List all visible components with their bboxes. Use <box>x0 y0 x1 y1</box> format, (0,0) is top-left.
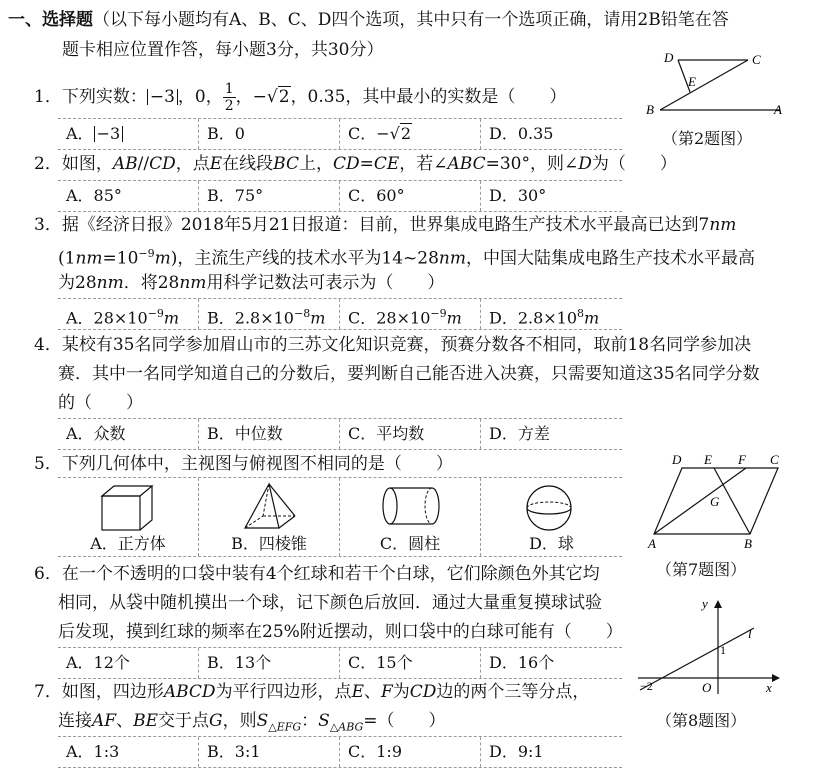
fig8-label-l: l <box>748 626 752 641</box>
q1-number: 1． <box>34 87 62 107</box>
fig8-y-arrow <box>714 600 722 608</box>
q5-option-d[interactable] <box>481 478 622 556</box>
q7-b2: 、 <box>116 711 134 731</box>
q6-number: 6． <box>34 564 62 584</box>
question-7-line-1 <box>34 680 589 704</box>
q7-b7: S <box>256 711 269 731</box>
q7-b5: G <box>208 711 223 731</box>
q2-t2: // <box>137 154 150 174</box>
figure-8-diagram <box>636 594 782 698</box>
q2-option-b[interactable]: B．75° <box>199 181 340 211</box>
q3-oa-m: m <box>163 308 180 328</box>
q7-a8: 边的两个三等分点， <box>436 682 590 702</box>
cube-icon <box>98 482 158 534</box>
q7-b6: ，则 <box>222 711 257 731</box>
q1-option-c-sqrt-sign: √ <box>389 124 400 143</box>
q7-b3: BE <box>133 711 158 731</box>
q3-unit-5: nm <box>179 273 207 293</box>
q1-option-c-label: C．− <box>348 124 390 143</box>
q3-l3c: 用科学记数法可表示为（ ） <box>206 273 445 293</box>
q2-t3: CD <box>149 154 176 174</box>
q3-oc-exp: −9 <box>430 307 447 320</box>
q6-option-d[interactable]: D．16个 <box>489 653 555 672</box>
fig8-label-1: 1 <box>720 643 726 657</box>
q1-option-c[interactable] <box>340 119 481 149</box>
q2-t16: 为（ ） <box>591 154 677 174</box>
section-header <box>8 8 729 32</box>
fig2-label-a: A <box>774 102 782 117</box>
q3-l2d: ，中国大陆集成电路生产技术水平最高 <box>465 248 755 269</box>
q6-option-a[interactable]: A．12个 <box>58 648 199 678</box>
q7-option-d[interactable]: D．9:1 <box>489 742 544 761</box>
q2-number: 2． <box>34 154 62 174</box>
sphere-icon <box>521 482 581 534</box>
q7-b9: ： <box>301 711 319 731</box>
q2-t4: ，点 <box>175 154 210 174</box>
fig2-label-d: D <box>664 50 674 65</box>
q7-a5: F <box>380 682 393 702</box>
q3-option-d[interactable] <box>481 299 622 329</box>
figure-8-caption: （第8题图） <box>656 711 747 730</box>
figure-7-diagram <box>640 452 790 552</box>
q7-b8: △EFG <box>268 720 302 734</box>
q7-a2: 为平行四边形，点 <box>215 682 352 702</box>
q2-t15: D <box>578 154 592 174</box>
figure-2-diagram <box>640 48 790 124</box>
q2-options <box>58 180 622 212</box>
q3-number: 3． <box>34 215 62 235</box>
q1-prefix: 下列实数： <box>61 87 147 107</box>
q3-option-c[interactable] <box>340 299 481 329</box>
question-3-line-3 <box>58 271 444 295</box>
q1-sqrt: 2 <box>278 87 290 107</box>
q2-t9: CD <box>332 154 360 174</box>
q7-option-a[interactable]: A．1:3 <box>58 737 199 767</box>
q5-options <box>58 477 622 557</box>
q3-options <box>58 298 622 330</box>
q3-ob-m: m <box>310 308 326 328</box>
q2-t0: 如图， <box>61 154 113 174</box>
question-7-line-2 <box>58 709 446 739</box>
q1-sep2: ，− <box>235 87 267 107</box>
q1-fraction <box>223 81 236 114</box>
fig8-x-arrow <box>772 674 780 682</box>
q2-t6: 在线段 <box>222 154 274 174</box>
q3-option-a[interactable] <box>58 299 199 329</box>
q3-oc-m: m <box>446 308 462 328</box>
q3-line1: 据《经济日报》2018年5月21日报道：目前，世界集成电路生产技术水平最高已达到7 <box>61 215 710 235</box>
q5-option-b-label: B．四棱锥 <box>231 534 307 553</box>
q4-number: 4． <box>34 335 62 355</box>
q6-option-b[interactable]: B．13个 <box>199 648 340 678</box>
q3-od-m: m <box>584 308 600 328</box>
q2-option-a[interactable]: A．85° <box>58 181 199 211</box>
fig7-label-e: E <box>704 452 712 467</box>
q3-od-exp: 8 <box>577 307 585 320</box>
fig8-label-o: O <box>702 680 712 695</box>
q5-option-a[interactable] <box>58 478 199 556</box>
q2-t13: ABC <box>447 154 486 174</box>
q7-b10: S <box>318 711 330 731</box>
question-6-line-2: 相同，从袋中随机摸出一个球，记下颜色后放回．通过大量重复摸球试验 <box>58 593 602 613</box>
cylinder-icon <box>380 482 446 534</box>
q5-number: 5． <box>34 454 62 474</box>
q7-a1: ABCD <box>163 682 216 702</box>
q6-line1: 在一个不透明的口袋中装有4个红球和若干个白球，它们除颜色外其它均 <box>61 564 600 584</box>
q7-a0: 如图，四边形 <box>61 682 164 702</box>
q1-option-b[interactable]: B．0 <box>199 119 340 149</box>
fig8-label-y: y <box>702 596 708 611</box>
q1-option-a[interactable] <box>58 119 199 149</box>
q7-a3: E <box>351 682 364 702</box>
q3-l3a: 为28 <box>58 273 97 293</box>
q1-frac-num: 1 <box>224 81 234 97</box>
q3-unit-2: nm <box>75 248 103 269</box>
q7-b4: 交于点 <box>157 711 209 731</box>
q3-unit-4: nm <box>96 273 124 293</box>
q7-b11: △ABG <box>329 720 364 734</box>
question-6-line-3: 后发现，摸到红球的频率在25%附近摆动，则口袋中的白球可能有（ ） <box>58 622 623 642</box>
q7-b0: 连接 <box>58 711 92 731</box>
q7-option-b[interactable]: B．3:1 <box>199 737 340 767</box>
q3-l2c: )，主流生产线的技术水平为14~28 <box>170 248 439 269</box>
question-3-line-2 <box>58 242 755 271</box>
q7-a7: CD <box>409 682 437 702</box>
q4-option-c[interactable]: C．平均数 <box>340 419 481 449</box>
fig7-label-b: B <box>744 536 752 551</box>
q7-b1: AF <box>92 711 117 731</box>
q3-unit-3: nm <box>438 248 466 269</box>
q5-option-c[interactable] <box>340 478 481 556</box>
fig8-label-x: x <box>766 680 772 695</box>
q2-t11: CE <box>373 154 400 174</box>
section-instruction-2: 题卡相应位置作答，每小题3分，共30分） <box>62 40 384 60</box>
q4-option-a[interactable]: A．众数 <box>58 419 199 449</box>
q3-oc: C．28×10 <box>348 308 431 328</box>
q4-option-d[interactable]: D．方差 <box>489 424 550 443</box>
q3-l2-exp: −9 <box>138 247 155 260</box>
fig7-label-g: G <box>710 494 720 509</box>
q3-option-b[interactable] <box>199 299 340 329</box>
q2-t10: = <box>359 154 374 174</box>
fig8-line-l <box>640 628 754 690</box>
q4-option-b[interactable]: B．中位数 <box>199 419 340 449</box>
q2-option-c[interactable]: C．60° <box>340 181 481 211</box>
fig2-label-c: C <box>752 52 761 67</box>
q1-option-a-label: A． <box>66 124 94 143</box>
fig7-label-c: C <box>770 452 779 467</box>
q1-options <box>58 118 622 150</box>
figure-7-caption: （第7题图） <box>656 560 747 579</box>
q3-l2-m: m <box>154 248 171 269</box>
q3-od: D．2.8×10 <box>489 308 578 328</box>
fig2-line-bc <box>660 60 748 110</box>
q3-ob: B．2.8×10 <box>207 308 294 328</box>
q5-text: 下列几何体中，主视图与俯视图不相同的是（ ） <box>61 454 453 474</box>
question-6-line-1 <box>34 562 600 586</box>
question-4-line-3: 的（ ） <box>58 393 143 413</box>
q4-line1: 某校有35名同学参加眉山市的三苏文化知识竞赛，预赛分数各不相同，取前18名同学参加决 <box>61 335 752 355</box>
q2-t12: ，若∠ <box>399 154 448 174</box>
q2-t8: 上， <box>298 154 333 174</box>
q7-a4: 、 <box>363 682 381 702</box>
fig2-label-b: B <box>646 102 654 117</box>
question-5 <box>34 452 453 476</box>
q2-t5: E <box>209 154 223 174</box>
q7-options <box>58 736 622 768</box>
section-title: 一、选择题 <box>8 10 93 30</box>
q3-ob-exp: −8 <box>293 307 311 320</box>
question-2 <box>34 152 677 176</box>
question-4-line-2: 赛．其中一名同学知道自己的分数后，要判断自己能否进入决赛，只需要知道这35名同学分数 <box>58 364 760 384</box>
q5-option-b[interactable] <box>199 478 340 556</box>
fig7-label-d: D <box>672 452 682 467</box>
q1-frac-den: 2 <box>224 98 234 114</box>
section-instruction-1: （以下每小题均有A、B、C、D四个选项，其中只有一个选项正确，请用2B铅笔在答 <box>93 10 729 30</box>
q2-option-d[interactable]: D．30° <box>489 186 547 205</box>
q7-number: 7． <box>34 682 62 702</box>
q1-option-a-abs: −3 <box>94 126 124 142</box>
q5-option-d-label: D．球 <box>529 534 574 553</box>
q5-option-c-label: C．圆柱 <box>379 534 441 553</box>
q6-option-c[interactable]: C．15个 <box>340 648 481 678</box>
q2-t1: AB <box>112 154 138 174</box>
q1-sep1: ，0， <box>177 87 223 107</box>
question-1 <box>34 80 566 114</box>
q5-option-a-label: A．正方体 <box>90 534 166 553</box>
q2-t14: =30°，则∠ <box>485 154 579 174</box>
q2-t7: BC <box>273 154 299 174</box>
q1-option-c-sqrt: 2 <box>400 124 412 143</box>
q1-suffix: ，0.35，其中最小的实数是（ ） <box>290 87 567 107</box>
q3-oa-exp: −9 <box>147 307 164 320</box>
q1-option-d[interactable]: D．0.35 <box>489 124 554 143</box>
q6-options <box>58 647 622 679</box>
q4-options <box>58 418 622 450</box>
q3-l2a: (1 <box>58 248 76 269</box>
fig7-label-a: A <box>648 536 656 551</box>
question-3-line-1 <box>34 213 736 237</box>
q3-l3b: ．将28 <box>123 273 180 293</box>
question-4-line-1 <box>34 333 751 357</box>
q7-option-c[interactable]: C．1:9 <box>340 737 481 767</box>
q3-oa: A．28×10 <box>66 308 148 328</box>
fig2-label-e: E <box>688 74 696 89</box>
q7-a6: 为 <box>392 682 410 702</box>
figure-2-caption: （第2题图） <box>662 129 753 148</box>
q3-unit-1: nm <box>709 215 737 235</box>
q3-l2b: =10 <box>102 248 139 269</box>
fig7-label-f: F <box>738 452 746 467</box>
q1-sqrt-sign: √ <box>266 87 278 107</box>
q7-b12: =（ ） <box>363 711 446 731</box>
pyramid-icon <box>239 482 303 534</box>
q1-abs-value: −3 <box>147 89 178 105</box>
fig8-label-neg2: −2 <box>640 679 653 693</box>
